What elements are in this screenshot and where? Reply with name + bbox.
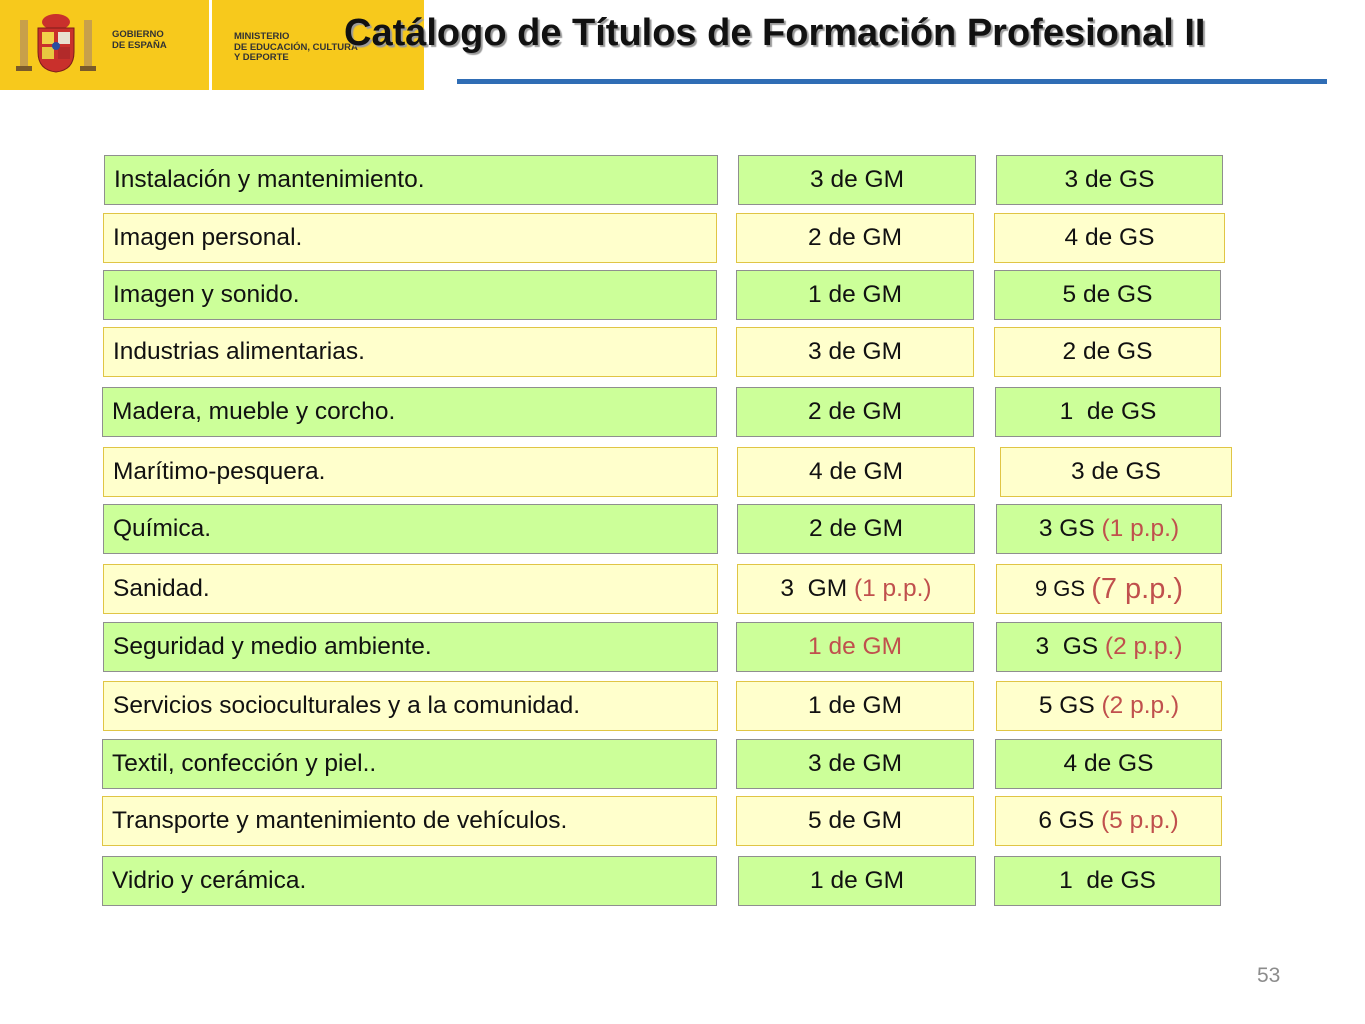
gm-count: 1 de GM	[810, 867, 904, 894]
gm-count: 3 de GM	[808, 750, 902, 777]
gs-count: 3 GS	[1035, 633, 1105, 660]
gs-count-cell	[995, 796, 1222, 846]
family-name-cell: Imagen y sonido.	[103, 270, 717, 320]
gm-count: 4 de GM	[809, 458, 903, 485]
gs-count-cell	[994, 856, 1221, 906]
gs-count-cell	[996, 622, 1222, 672]
gs-count-cell	[996, 564, 1222, 614]
gs-pp-note: (1 p.p.)	[1101, 515, 1180, 542]
title-underline	[457, 79, 1327, 84]
gm-count-cell	[736, 387, 974, 437]
family-name-cell: Sanidad.	[103, 564, 718, 614]
gs-count-cell	[995, 739, 1222, 789]
gm-count: 5 de GM	[808, 807, 902, 834]
family-name-cell: Transporte y mantenimiento de vehículos.	[102, 796, 717, 846]
gm-count: 2 de GM	[809, 515, 903, 542]
gs-count-cell	[996, 155, 1223, 205]
gm-count: 1 de GM	[808, 633, 902, 660]
gs-pp-note: (5 p.p.)	[1101, 807, 1179, 834]
gs-count: 1 de GS	[1059, 398, 1157, 425]
family-name-cell: Textil, confección y piel..	[102, 739, 717, 789]
gs-count-cell	[996, 681, 1222, 731]
gm-count-cell	[737, 504, 975, 554]
gs-count: 3 GS	[1038, 515, 1102, 542]
page-title: Catálogo de Títulos de Formación Profesional II	[344, 12, 1206, 54]
gs-pp-note: (7 p.p.)	[1091, 572, 1184, 605]
gm-count: 1 de GM	[808, 692, 902, 719]
gs-count: 3 de GS	[1071, 458, 1161, 485]
gs-count-cell	[996, 504, 1222, 554]
gs-count: 5 de GS	[1062, 281, 1153, 308]
gs-count-cell	[994, 270, 1221, 320]
family-name-cell: Industrias alimentarias.	[103, 327, 717, 377]
gm-count-cell	[737, 564, 975, 614]
gm-count-cell	[736, 327, 974, 377]
family-name-cell: Madera, mueble y corcho.	[102, 387, 717, 437]
gs-count: 4 de GS	[1063, 750, 1154, 777]
logo-ministerio-text: MINISTERIO DE EDUCACIÓN, CULTURA Y DEPORTE	[234, 31, 358, 63]
gm-count: 3 GM	[780, 575, 854, 602]
gs-pp-note: (2 p.p.)	[1104, 633, 1183, 660]
gm-count-cell	[737, 447, 975, 497]
family-name-cell: Servicios socioculturales y a la comunidad.	[103, 681, 718, 731]
page-number: 53	[1257, 964, 1281, 987]
gm-count-cell	[736, 622, 974, 672]
gm-count-cell	[738, 856, 976, 906]
logo-divider	[209, 0, 212, 90]
family-name-cell: Imagen personal.	[103, 213, 717, 263]
gs-count: 5 GS	[1038, 692, 1102, 719]
gm-count: 3 de GM	[808, 338, 902, 365]
family-name-cell: Seguridad y medio ambiente.	[103, 622, 718, 672]
gm-count-cell	[736, 796, 974, 846]
family-name-cell: Instalación y mantenimiento.	[104, 155, 718, 205]
gm-count: 3 de GM	[810, 166, 904, 193]
logo-gobierno-text: GOBIERNO DE ESPAÑA	[112, 29, 167, 51]
gs-count-cell	[994, 327, 1221, 377]
gs-count: 9 GS	[1034, 576, 1092, 601]
gs-count: 1 de GS	[1059, 867, 1156, 894]
gs-count-cell	[994, 213, 1225, 263]
gm-pp-note: (1 p.p.)	[853, 575, 932, 602]
gs-pp-note: (2 p.p.)	[1101, 692, 1180, 719]
gm-count-cell	[736, 739, 974, 789]
gm-count-cell	[736, 213, 974, 263]
gm-count: 2 de GM	[808, 398, 902, 425]
family-name-cell: Marítimo-pesquera.	[103, 447, 718, 497]
gs-count-cell	[995, 387, 1221, 437]
gs-count: 2 de GS	[1062, 338, 1153, 365]
gm-count: 2 de GM	[808, 224, 902, 251]
gs-count: 6 GS	[1038, 807, 1101, 834]
gs-count-cell	[1000, 447, 1232, 497]
family-name-cell: Vidrio y cerámica.	[102, 856, 717, 906]
gs-count: 4 de GS	[1064, 224, 1155, 251]
gm-count-cell	[736, 681, 974, 731]
gs-count: 3 de GS	[1064, 166, 1155, 193]
gm-count-cell	[738, 155, 976, 205]
gm-count: 1 de GM	[808, 281, 902, 308]
coat-of-arms-icon	[14, 12, 98, 76]
family-name-cell: Química.	[103, 504, 718, 554]
gm-count-cell	[736, 270, 974, 320]
